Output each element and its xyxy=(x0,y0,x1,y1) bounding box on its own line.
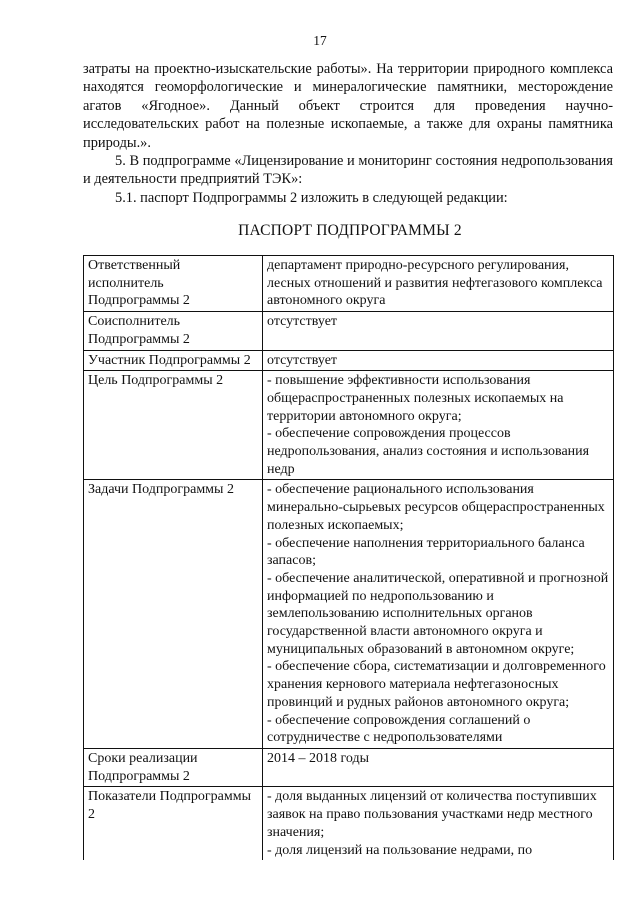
intro-paragraph-1: затраты на проектно-изыскательские работы». На территории природного комплекса находятся геоморфологические и минералогические памятники, месторождение агатов «Ягодное». Данный объект строится для проведения научно-исследовательских работ на полезные ископаемые, а также для охраны памятника природы.». xyxy=(83,61,613,151)
intro-text xyxy=(83,60,613,207)
table-row xyxy=(84,350,614,371)
row-value-line: - повышение эффективности использования общераспространенных полезных ископаемых на территории автономного округа; xyxy=(267,373,564,424)
row-value xyxy=(263,312,614,350)
row-label: Сроки реализации Подпрограммы 2 xyxy=(84,748,263,786)
table-row xyxy=(84,748,614,786)
row-value xyxy=(263,748,614,786)
table-row xyxy=(84,480,614,749)
row-value-line: 2014 – 2018 годы xyxy=(267,750,370,766)
row-label: Ответственный исполнитель Подпрограммы 2 xyxy=(84,256,263,312)
row-value-line: отсутствует xyxy=(267,352,338,368)
row-value-line: - обеспечение аналитической, оперативной и прогнозной информацией по недропользованию и землепользованию исполнительных органов государственной власти автономного округа и муниципальных образований в автономном округе; xyxy=(267,570,609,657)
row-value-line: - обеспечение сопровождения соглашений о сотрудничестве с недропользователями xyxy=(267,712,531,746)
row-label: Показатели Подпрограммы 2 xyxy=(84,787,263,860)
row-label: Цель Подпрограммы 2 xyxy=(84,371,263,480)
intro-paragraph-2: 5. В подпрограмме «Лицензирование и мониторинг состояния недропользования и деятельности предприятий ТЭК»: xyxy=(83,153,613,188)
row-value-line: - доля выданных лицензий от количества поступивших заявок на право пользования участками недр местного значения; xyxy=(267,789,597,840)
table-row xyxy=(84,312,614,350)
intro-paragraph-3: 5.1. паспорт Подпрограммы 2 изложить в следующей редакции: xyxy=(115,189,508,206)
row-label: Участник Подпрограммы 2 xyxy=(84,350,263,371)
row-label: Задачи Подпрограммы 2 xyxy=(84,480,263,749)
row-value-line: - обеспечение наполнения территориального баланса запасов; xyxy=(267,535,585,569)
page-number: 17 xyxy=(313,33,327,48)
row-value-line: - обеспечение сбора, систематизации и долговременного хранения кернового материала нефтегазоносных провинций и рудных районов автономного округа; xyxy=(267,659,606,710)
row-value xyxy=(263,480,614,749)
row-value xyxy=(263,256,614,312)
passport-table xyxy=(83,255,614,860)
table-row xyxy=(84,256,614,312)
row-value-line: - обеспечение рационального использования минерально-сырьевых ресурсов общераспространенных полезных ископаемых; xyxy=(267,482,605,533)
table-row xyxy=(84,371,614,480)
row-value xyxy=(263,787,614,860)
row-label: Соисполнитель Подпрограммы 2 xyxy=(84,312,263,350)
row-value xyxy=(263,350,614,371)
row-value xyxy=(263,371,614,480)
row-value-line: департамент природно-ресурсного регулирования, лесных отношений и развития нефтегазового комплекса автономного округа xyxy=(267,258,603,309)
row-value-line: - обеспечение сопровождения процессов недропользования, анализ состояния и использования недр xyxy=(267,426,590,477)
row-value-line: - доля лицензий на пользование недрами, по xyxy=(267,842,533,858)
passport-title: ПАСПОРТ ПОДПРОГРАММЫ 2 xyxy=(238,222,462,239)
row-value-line: отсутствует xyxy=(267,314,338,330)
table-row xyxy=(84,787,614,860)
